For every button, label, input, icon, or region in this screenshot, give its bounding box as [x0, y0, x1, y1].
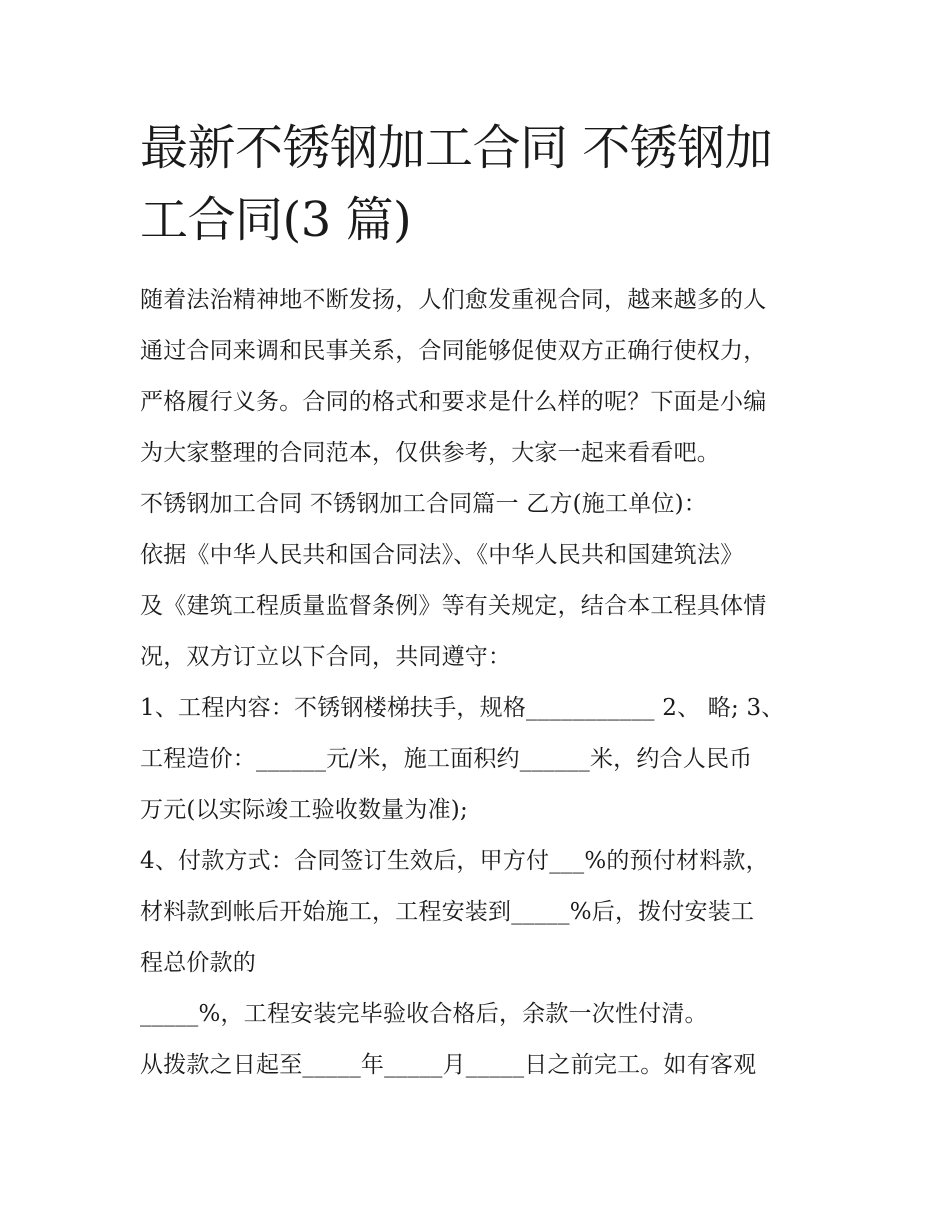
body-line-11: 万元(以实际竣工验收数量为准); [140, 797, 468, 823]
body-line-13: 材料款到帐后开始施工，工程安装到_____%后，拨付安装工 [140, 899, 755, 925]
body-line-3: 严格履行义务。合同的格式和要求是什么样的呢？下面是小编 [140, 389, 767, 415]
body-line-12: 4、付款方式：合同签订生效后，甲方付___%的预付材料款， [140, 848, 769, 874]
body-line-9: 1、工程内容：不锈钢楼梯扶手，规格___________ 2、 略; 3、 [140, 695, 785, 721]
body-line-2: 通过合同来调和民事关系，合同能够促使双方正确行使权力， [140, 338, 767, 364]
body-line-4: 为大家整理的合同范本，仅供参考，大家一起来看看吧。 [140, 440, 720, 466]
body-line-15: _____%，工程安装完毕验收合格后，余款一次性付清。 [140, 1001, 708, 1027]
body-line-8: 况，双方订立以下合同，共同遵守： [140, 644, 512, 670]
body-line-10: 工程造价：______元/米，施工面积约______米，约合人民币 [140, 746, 753, 772]
body-line-14: 程总价款的 [140, 950, 256, 976]
body-line-6: 依据《中华人民共和国合同法》、《中华人民共和国建筑法》 [140, 542, 744, 568]
body-line-16: 从拨款之日起至_____年_____月_____日之前完工。如有客观 [140, 1052, 757, 1078]
document-title [140, 112, 830, 256]
title-line-1: 最新不锈钢加工合同 不锈钢加 [140, 120, 773, 176]
body-line-7: 及《建筑工程质量监督条例》等有关规定，结合本工程具体情 [140, 593, 767, 619]
document-body [140, 275, 830, 1091]
body-line-1: 随着法治精神地不断发扬，人们愈发重视合同，越来越多的人 [140, 287, 767, 313]
body-line-5: 不锈钢加工合同 不锈钢加工合同篇一 乙方(施工单位)： [140, 491, 707, 517]
title-line-2: 工合同(3 篇) [140, 192, 412, 248]
